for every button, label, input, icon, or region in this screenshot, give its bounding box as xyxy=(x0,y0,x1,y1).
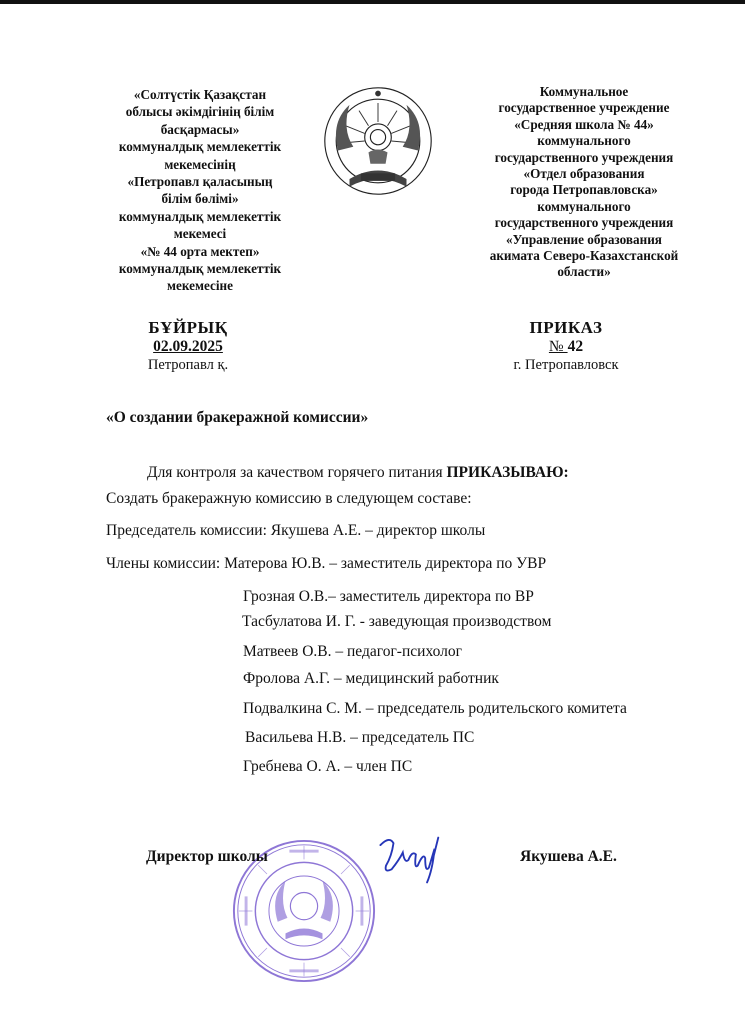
order-place-ru: г. Петропавловск xyxy=(513,357,619,373)
order-block-russian xyxy=(492,318,640,374)
header-left-line: мекемесінің xyxy=(164,156,236,172)
header-left-line: мекемесіне xyxy=(167,278,233,294)
director-name: Якушева А.Е. xyxy=(520,848,617,865)
commission-member: Грозная О.В.– заместитель директора по ВР xyxy=(243,588,534,605)
header-left-line: коммуналдық мемлекеттік xyxy=(118,261,282,277)
order-number-label: № xyxy=(548,338,568,355)
order-number-value: 42 xyxy=(567,338,584,355)
commission-member: Гребнева О. А. – член ПС xyxy=(243,758,413,775)
header-left-line: «Петропавл қаласының xyxy=(127,174,273,190)
order-title-kz: БҰЙРЫҚ xyxy=(148,318,228,337)
order-title-ru: ПРИКАЗ xyxy=(529,318,603,337)
header-right-line: государственного учреждения xyxy=(494,149,674,165)
scan-top-border xyxy=(0,0,745,4)
header-right-line: государственное учреждение xyxy=(498,100,670,116)
body-intro-text: Для контроля за качеством горячего питания xyxy=(147,464,447,481)
commission-chair: Председатель комиссии: Якушева А.Е. – директор школы xyxy=(106,522,486,539)
commission-member: Фролова А.Г. – медицинский работник xyxy=(243,670,499,687)
header-right-line: «Управление образования xyxy=(506,231,662,247)
header-left-line: басқармасы» xyxy=(160,121,240,137)
body-create-line: Создать бракеражную комиссию в следующем составе: xyxy=(106,490,472,507)
order-subject: «О создании бракеражной комиссии» xyxy=(106,409,369,426)
order-place-kz: Петропавл қ. xyxy=(147,357,229,373)
commission-members-label: Члены комиссии: Матерова Ю.В. – заместитель директора по УВР xyxy=(106,555,547,572)
header-right-line: акимата Северо-Казахстанской xyxy=(489,248,679,264)
header-right-line: области» xyxy=(557,264,611,280)
order-block-kazakh xyxy=(118,318,258,374)
header-left-line: «Солтүстік Қазақстан xyxy=(133,87,267,102)
header-right-line: «Отдел образования xyxy=(523,166,645,182)
order-date: 02.09.2025 xyxy=(153,338,223,355)
header-right-line: государственного учреждения xyxy=(494,215,674,231)
body-intro xyxy=(147,464,569,482)
order-number xyxy=(492,338,640,356)
header-russian xyxy=(468,84,700,281)
commission-member: Тасбулатова И. Г. - заведующая производством xyxy=(242,613,552,630)
signature-position: Директор школы xyxy=(146,848,268,865)
header-left-line: «№ 44 орта мектеп» xyxy=(140,243,260,259)
body-intro-bold: ПРИКАЗЫВАЮ: xyxy=(446,464,569,481)
header-right-line: Коммунальное xyxy=(539,84,629,99)
handwritten-signature xyxy=(376,832,452,888)
header-left-line: облысы әкімдігінің білім xyxy=(125,104,275,120)
header-right-line: города Петропавловска» xyxy=(510,182,658,198)
header-right-line: коммунального xyxy=(537,198,631,214)
header-right-line: «Средняя школа № 44» xyxy=(514,116,654,132)
header-left-line: коммуналдық мемлекеттік xyxy=(118,208,282,224)
header-left-line: мекемесі xyxy=(173,226,227,242)
header-left-line: коммуналдық мемлекеттік xyxy=(118,139,282,155)
commission-member: Матвеев О.В. – педагог-психолог xyxy=(243,643,462,660)
header-right-line: коммунального xyxy=(537,133,631,149)
header-kazakh xyxy=(95,86,305,295)
commission-member: Васильева Н.В. – председатель ПС xyxy=(245,729,475,746)
header-left-line: білім бөлімі» xyxy=(161,191,239,207)
state-emblem-icon xyxy=(321,84,435,198)
commission-member: Подвалкина С. М. – председатель родительского комитета xyxy=(243,700,627,717)
